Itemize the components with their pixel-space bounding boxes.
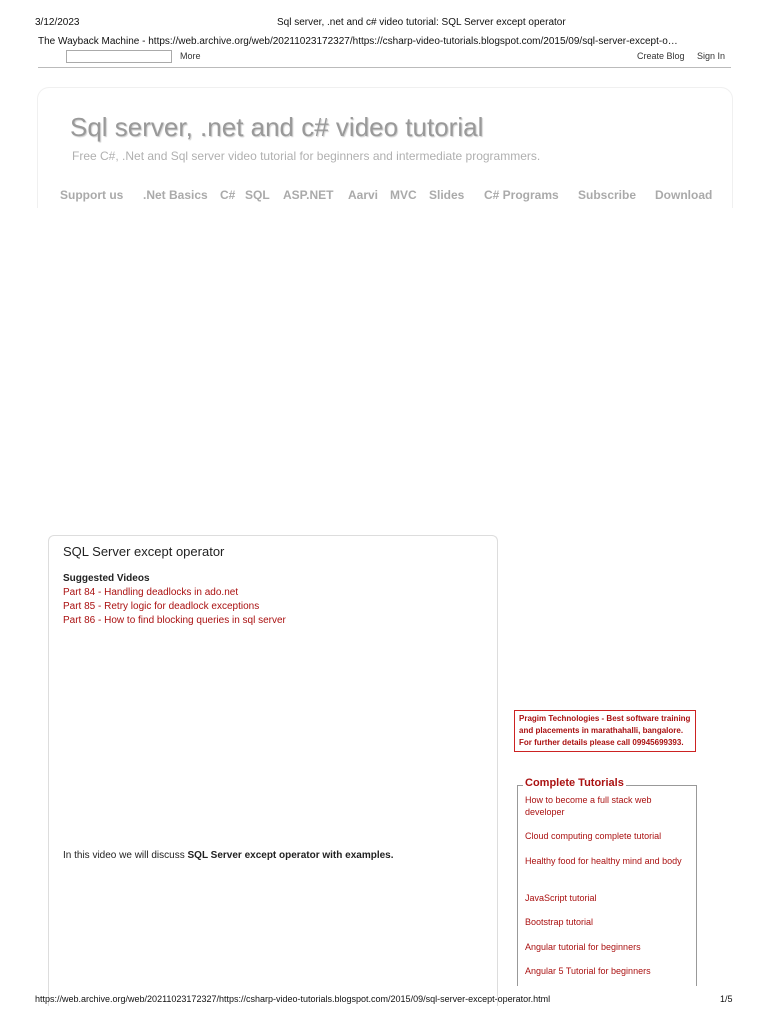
- post-intro-prefix: In this video we will discuss: [63, 850, 188, 861]
- tutorial-link[interactable]: JavaScript tutorial: [525, 893, 597, 903]
- tutorial-link[interactable]: Cloud computing complete tutorial: [525, 831, 662, 841]
- tab-support-us[interactable]: Support us: [60, 188, 124, 202]
- tab-mvc[interactable]: MVC: [390, 188, 417, 202]
- tutorial-link[interactable]: Bootstrap tutorial: [525, 917, 594, 927]
- sign-in-link[interactable]: Sign In: [697, 51, 726, 61]
- suggested-video-link[interactable]: Part 86 - How to find blocking queries in sql server: [63, 615, 286, 626]
- print-page-title: Sql server, .net and c# video tutorial: SQL Server except operator: [277, 17, 566, 28]
- navbar-search-input[interactable]: [66, 50, 172, 63]
- navbar-more-link[interactable]: More: [180, 51, 201, 61]
- navbar-divider: [38, 67, 731, 68]
- blog-title[interactable]: Sql server, .net and c# video tutorial: [70, 112, 484, 142]
- tab-sql[interactable]: SQL: [245, 188, 270, 202]
- suggested-videos-heading: Suggested Videos: [63, 573, 150, 584]
- blog-description: Free C#, .Net and Sql server video tutorial for beginners and intermediate programmers.: [72, 149, 541, 163]
- tab-aspnet[interactable]: ASP.NET: [283, 188, 334, 202]
- tab-csharp[interactable]: C#: [220, 188, 236, 202]
- tab-csharp-programs[interactable]: C# Programs: [484, 188, 559, 202]
- print-date: 3/12/2023: [35, 17, 80, 28]
- print-page-number: 1/5: [720, 994, 733, 1004]
- tab-slides[interactable]: Slides: [429, 188, 465, 202]
- tutorials-heading: Complete Tutorials: [525, 777, 624, 789]
- suggested-video-link[interactable]: Part 85 - Retry logic for deadlock exceptions: [63, 601, 260, 612]
- tab-net-basics[interactable]: .Net Basics: [143, 188, 208, 202]
- tutorial-link[interactable]: How to become a full stack web developer: [525, 795, 652, 817]
- suggested-video-link[interactable]: Part 84 - Handling deadlocks in ado.net: [63, 587, 239, 598]
- promo-banner[interactable]: Pragim Technologies - Best software training and placements in marathahalli, bangalore. For further details please call 09945699393.: [514, 710, 696, 752]
- create-blog-link[interactable]: Create Blog: [637, 51, 685, 61]
- post-title: SQL Server except operator: [63, 544, 225, 559]
- tab-aarvi[interactable]: Aarvi: [348, 188, 379, 202]
- tutorial-link[interactable]: Angular 5 Tutorial for beginners: [525, 966, 651, 976]
- post-intro-text: [63, 850, 394, 861]
- post-intro-bold: SQL Server except operator with examples.: [187, 850, 394, 861]
- tab-download[interactable]: Download: [655, 188, 713, 202]
- tab-subscribe[interactable]: Subscribe: [578, 188, 637, 202]
- wayback-banner: The Wayback Machine - https://web.archive.org/web/20211023172327/https://csharp-video-tutorials.blogspot.com/2015/09/sql-server-except-o…: [38, 36, 678, 47]
- print-footer-url: https://web.archive.org/web/20211023172327/https://csharp-video-tutorials.blogspot.com/2015/09/sql-server-except-operator.html: [35, 994, 551, 1004]
- tutorial-link[interactable]: Healthy food for healthy mind and body: [525, 856, 682, 866]
- tutorial-link[interactable]: Angular tutorial for beginners: [525, 942, 641, 952]
